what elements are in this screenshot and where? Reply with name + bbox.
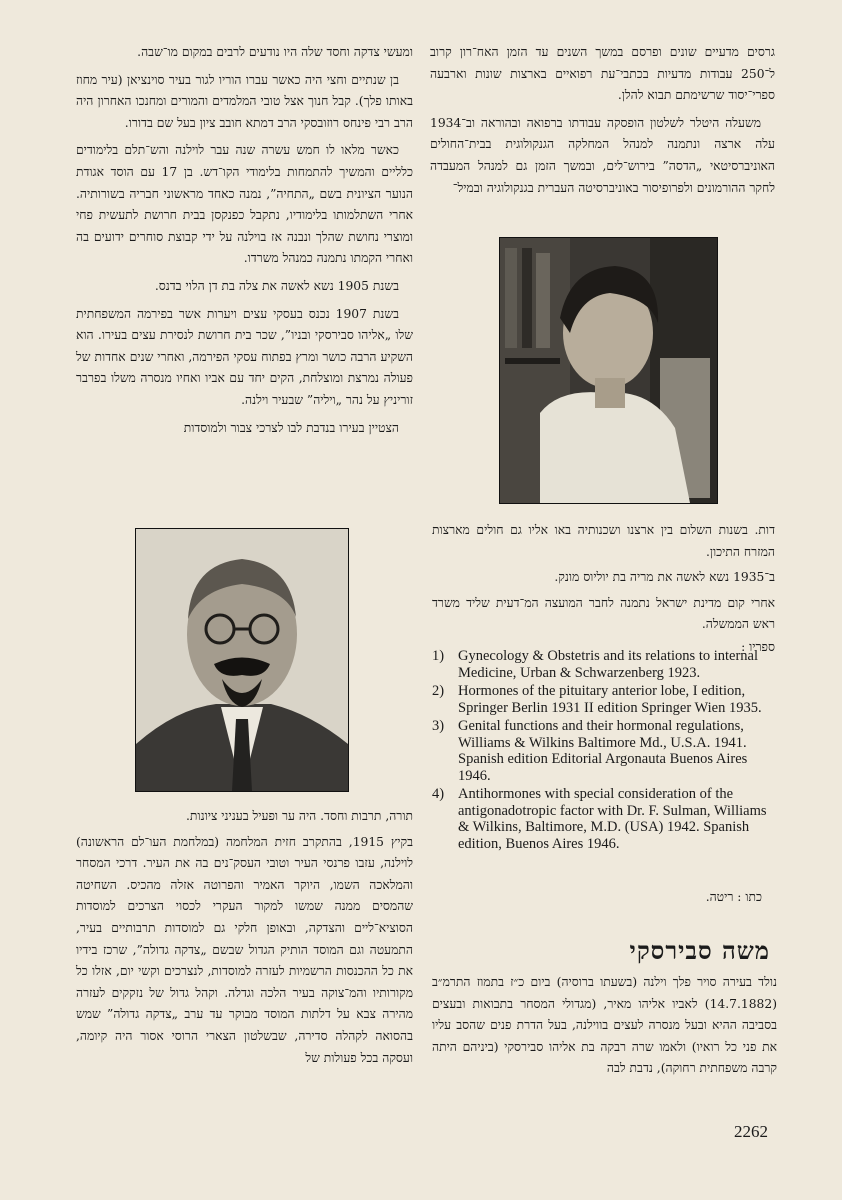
section-heading: משה סבירסקי xyxy=(629,936,770,965)
book-title: Genital functions and their hormonal regulations, Williams & Wilkins Baltimore Md., U.S.A. 1941. Spanish edition Editorial Argonauta Buenos Aires 1946. xyxy=(458,718,748,784)
paragraph: אחרי קום מדינת ישראל נתמנה לחבר המועצה המ־דעית שליד משרד ראש הממשלה. xyxy=(432,595,775,632)
portrait-photo-doctor xyxy=(499,237,718,504)
page-number: 2262 xyxy=(734,1122,768,1141)
books-label: ספריו : xyxy=(741,639,775,654)
paragraph: בן שנתיים וחצי היה כאשר עברו הוריו לגור בעיר סוינציאן (עיר מחוז באותו פלך). קבל חנוך אצל טובי המלמדים והמורים ומחנכו האחרון היה הרב רבי פינחס רוזובסקי הרב דמתא חובב ציון בעל שם בדורו. xyxy=(76,72,413,130)
book-item xyxy=(432,683,777,716)
paragraph: בקיץ 1915, בהתקרב חזית המלחמה (במלחמת העו־לם הראשונה) לוילנה, עזבו פרנסי העיר וטובי העסק־נים בה את העיר. דרכי המסחר והמלאכה השמו, היוקר האמיר והפרוטה אזלה מהכיס. השחיטה שהמסים ממנה שמשו למקור העקרי לכסוי הצרכים למוסדות הסוציא־ליים והצדקה, ובאופן חלקי גם למוסדות תרבותיים בעיר, התמעטה וגם המוסד הותיק הגדול שבשם „צדקה גדולה”, שרכז בידיו את כל ההכנסות הרשמיות לעזרה למוסדות, לנצרכים וקשי יום, אזלו כל מקורותיו והמ־צוקה בעיר הלכה וגדלה. וקהל גדול של נזקקים לעזרה מהירה צבא על דלתות המוסד מבוקר עד ערב „צדקה גדולה” שמש בהסואה לקהלה סדירה, שבשלטון הצארי הרוסי אסור היה קיומה, ועסקה בכל פעולות של xyxy=(76,834,414,1065)
book-item xyxy=(432,718,777,784)
portrait-photo-moshe-svirsky xyxy=(135,528,349,792)
right-column-middle xyxy=(432,520,775,657)
book-item xyxy=(432,786,777,852)
paragraph: ומעשי צדקה וחסד שלה היו נודעים לרבים במקום מו־שבה. xyxy=(137,45,413,59)
paragraph: כאשר מלאו לו חמש עשרה שנה עבר לוילנה והש־תלם בלימודים כלליים והמשיך להתמחות בלימודי הקו־דש. בן 17 עם הוסד אגודת הנוער הציונית בשם „התחיה”, נמנה כאחד מראשוני חבריה בשורותיה. אחרי השתלמותו בלימודיו, נתקבל כפנקסן בבית חרושת לתעשית פחי ומוצרי נחושת שהלך ונבנה אז בוילנה על ידי קבוצת סוחרים ידועים בה ואחרי הקמתו נתמנה כמנהל משרדו. xyxy=(76,143,413,266)
paragraph: ב־1935 נשא לאשה את מריה בת יוליוס מונק. xyxy=(554,570,775,585)
book-number: 4) xyxy=(432,786,445,802)
left-column-bottom xyxy=(76,806,413,1073)
paragraph: נולד בעירה סויר פלך וילנה (בשעתו ברוסיה) ביום כ״ז בתמוז התרמ״ב (14.7.1882) לאביו אליהו מאיר, (מגדולי המסחר בתבואות ובעצים בסביבה ההיא ובעל מנסרה לעצים בווילנה, בעל הדרת פנים שהסב עליו את פני כל רואיו) ולאמו שרה רבקה בת אליהו סבירסקי (ביניהם היתה קרבה משפחתית רחוקה), נדבת לבה xyxy=(432,975,777,1076)
paragraph: בשנת 1905 נשא לאשה את צלה בת דן הלוי בדנס. xyxy=(154,278,399,293)
book-number: 2) xyxy=(432,683,445,699)
paragraph: משעלה היטלר לשלטון הופסקה עבודתו ברפואה ובהוראה וב־1934 עלה ארצה ונתמנה למנהל המחלקה הגנקולוגית בבית־החולים האוניברסיטאי „הדסה” בירוש־לים, ובמשך הזמן גם למנהל המעבדה לחקר ההורמונים ולפרופיסור באוניברסיטה העברית בגנקולוגיה ובמיל־ xyxy=(430,115,775,195)
book-title: Gynecology & Obstetris and its relations to internal Medicine, Urban & Schwarzenberg 1923. xyxy=(458,648,759,681)
paragraph: הצטיין בעירו בנדבת לבו לצרכי צבור ולמוסדות xyxy=(183,420,399,435)
book-title: Antihormones with special consideration of the antigonadotropic factor with Dr. F. Sulman, Williams & Wilkins, Baltimore, M.D. (USA) 1942. Spanish edition, Buenos Aires 1946. xyxy=(458,786,767,852)
left-column-top xyxy=(76,42,413,445)
paragraph: דות. בשנות השלום בין ארצנו ושכנותיה באו אליו גם חולים מארצות המזרח התיכון. xyxy=(432,523,775,559)
paragraph: גרסים מדעיים שונים ופרסם במשך השנים עד הזמן האח־רון קרוב ל־250 עבודות מדעיות בכתבי־עת רפואיים בארצות שונות וארבעה ספרי־יסוד שרשימתם תבוא להלן. xyxy=(430,45,775,103)
book-item xyxy=(432,648,777,681)
books-list xyxy=(432,648,777,854)
right-column-top xyxy=(430,42,775,205)
author-credit: כתו : ריטה. xyxy=(705,890,762,904)
bio-paragraph xyxy=(432,972,777,1080)
book-number: 1) xyxy=(432,648,445,664)
book-title: Hormones of the pituitary anterior lobe, I edition, Springer Berlin 1931 II edition Springer Wien 1935. xyxy=(458,683,762,716)
paragraph: בשנת 1907 נכנס בעסקי עצים ויערות אשר בפירמה המשפחתית שלו „אליהו סבירסקי ובניו”, שכר בית חרושת לנסירת עצים בעירו. הוא השקיע הרבה כושר ומרץ בפתוח עסקי הפירמה, ואחרי שנים אחדות של פעולה נמרצת ומוצלחת, הקים יחד עם אביו ואחיו מנסרה משלו בפרבר זוריניץ על נהר „ויליה” שבעיר וילנה. xyxy=(76,306,413,407)
paragraph: תורה, תרבות וחסד. היה ער ופעיל בעניני ציונות. xyxy=(186,809,413,823)
book-number: 3) xyxy=(432,718,445,734)
